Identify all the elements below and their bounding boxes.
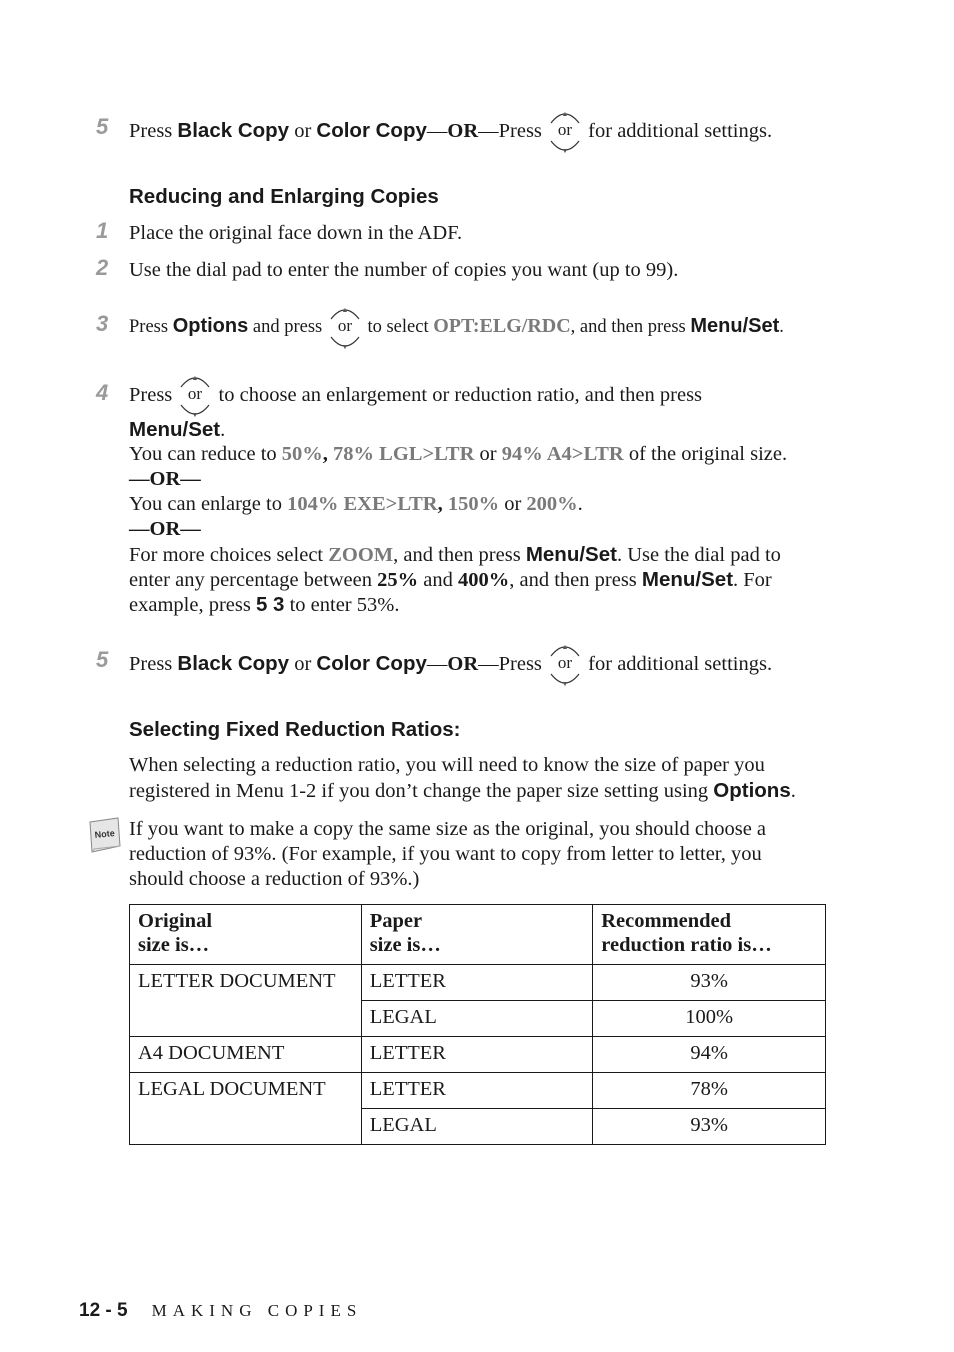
svg-text:▲: ▲ [191,374,199,383]
cell-ratio: 78% [593,1073,826,1109]
table-row [130,965,826,1001]
svg-text:▼: ▼ [561,147,569,156]
reduce-options: You can reduce to 50%, 78% LGL>LTR or 94% A4>LTR of the original size. [129,443,788,465]
menu-set-key: Menu/Set [690,315,780,337]
step-number: 3 [96,311,109,336]
navigation-dial-icon [327,303,363,353]
paragraph-line-2: registered in Menu 1-2 if you don’t change the paper size setting using Options. [129,779,796,802]
menu-option-elg-rdc: OPT:ELG/RDC [433,315,571,337]
svg-text:▲: ▲ [341,305,349,314]
cell-ratio: 93% [593,965,826,1001]
step-number: 2 [96,255,109,280]
menu-set-key: Menu/Set [641,568,734,591]
zoom-instruction-line-1: For more choices select ZOOM, and then press Menu/Set. Use the dial pad to [129,543,781,566]
options-key: Options [172,315,249,337]
step-4-instruction: Press ▲ ▼ or to choose an enlargement or reduction ratio, and then press [129,370,702,420]
note-line-2: reduction of 93%. (For example, if you want to copy from letter to letter, you [129,843,762,865]
dial-or-label: or [337,315,352,335]
navigation-dial-icon [177,371,213,421]
reduction-ratio-table [129,904,826,1145]
step-2-instruction: Use the dial pad to enter the number of copies you want (up to 99). [129,259,679,281]
zoom-instruction-line-3: example, press 5 3 to enter 53%. [129,593,400,616]
black-copy-key: Black Copy [177,652,290,675]
cell-ratio: 93% [593,1109,826,1145]
step-5-instruction: Press Black Copy or Color Copy—OR—Press ▲ ▼ or for additional settings. [129,106,772,156]
cell-ratio: 100% [593,1001,826,1037]
section-heading-reducing-enlarging: Reducing and Enlarging Copies [129,185,439,208]
note-line-1: If you want to make a copy the same size as the original, you should choose a [129,818,767,840]
dial-or-label: or [557,120,573,140]
header-original-size: Original size is… [130,905,362,965]
step-1-instruction: Place the original face down in the ADF. [129,222,463,244]
or-separator: —OR— [129,518,201,540]
cell-original: LETTER DOCUMENT [130,965,362,1037]
svg-text:▼: ▼ [341,342,349,351]
note-line-3: should choose a reduction of 93%.) [129,868,420,890]
cell-original: LEGAL DOCUMENT [130,1073,362,1145]
step-number: 5 [96,114,109,139]
svg-text:▲: ▲ [561,643,569,652]
keypad-keys: 5 3 [255,593,285,616]
cell-paper: LETTER [361,965,593,1001]
header-recommended-ratio: Recommended reduction ratio is… [593,905,826,965]
dial-or-label: or [188,384,203,404]
cell-original: A4 DOCUMENT [130,1037,362,1073]
note-icon [86,816,122,859]
chapter-title: MAKING COPIES [151,1301,363,1320]
zoom-instruction-line-2: enter any percentage between 25% and 400%, and then press Menu/Set. For [129,568,772,591]
note-icon-label: Note [94,827,116,841]
dial-or-label: or [557,653,573,673]
page-number: 12 - 5 [79,1300,128,1321]
step-number: 1 [96,218,109,243]
menu-set-key: Menu/Set [129,418,221,441]
cell-paper: LETTER [361,1037,593,1073]
header-paper-size: Paper size is… [361,905,593,965]
options-key: Options [713,779,791,802]
step-4-menu-set: Menu/Set. [129,418,226,441]
page-footer [79,1300,362,1322]
black-copy-key: Black Copy [177,119,290,142]
svg-text:▼: ▼ [561,680,569,689]
step-number: 5 [96,647,109,672]
step-5-instruction: Press Black Copy or Color Copy—OR—Press ▲ ▼ or for additional settings. [129,639,772,689]
color-copy-key: Color Copy [316,119,427,142]
navigation-dial-icon [547,107,583,157]
navigation-dial-icon [547,640,583,690]
table-row [130,1073,826,1109]
table-row [130,1037,826,1073]
color-copy-key: Color Copy [316,652,427,675]
enlarge-options: You can enlarge to 104% EXE>LTR, 150% or 200%. [129,493,583,515]
svg-text:▼: ▼ [191,411,199,420]
section-heading-fixed-reduction: Selecting Fixed Reduction Ratios: [129,718,461,741]
cell-paper: LEGAL [361,1109,593,1145]
paragraph-line-1: When selecting a reduction ratio, you will need to know the size of paper you [129,754,765,776]
menu-set-key: Menu/Set [525,543,617,566]
cell-ratio: 94% [593,1037,826,1073]
cell-paper: LEGAL [361,1001,593,1037]
table-header-row [130,905,826,965]
svg-text:▲: ▲ [561,110,569,119]
step-3-instruction: Press Options and press ▲ ▼ or to select OPT:ELG/RDC, and then press Menu/Set. [129,301,784,351]
or-separator: —OR— [129,468,201,490]
step-number: 4 [96,380,109,405]
cell-paper: LETTER [361,1073,593,1109]
